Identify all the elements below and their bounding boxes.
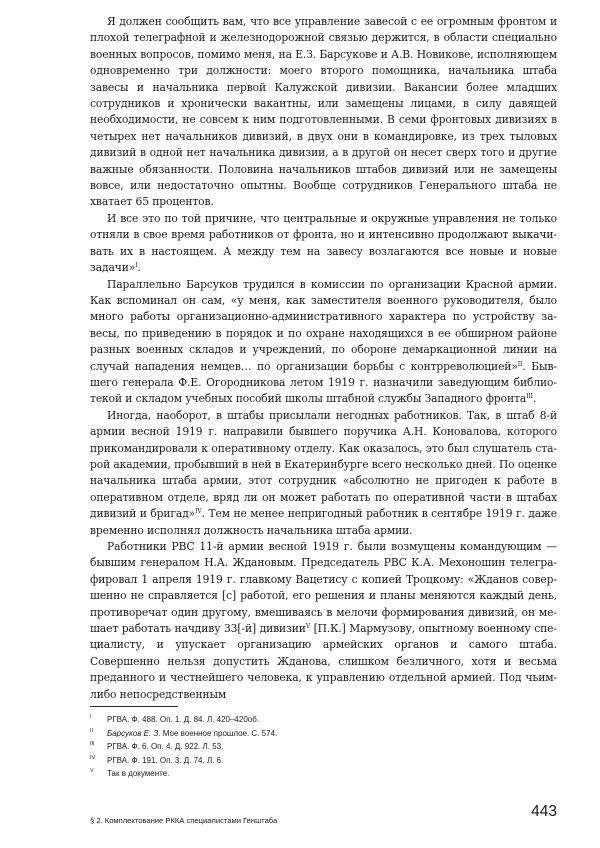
footnote	[90, 754, 560, 768]
footnote-mark: III	[90, 741, 95, 747]
footnote	[90, 740, 560, 754]
footnote-ref[interactable]: V	[305, 623, 311, 631]
footnotes	[90, 713, 560, 781]
running-footer: § 2. Комплектование РККА специалистами Генштаба	[90, 816, 278, 825]
footnote-ref[interactable]: III	[526, 393, 533, 401]
footnote-text: РГВА. Ф. 488. Оп. 1. Д. 84. Л. 420–420об.	[107, 715, 260, 724]
paragraph: Я должен сообщить вам, что все управление завесой с ее огромным фронтом и плохой телеграфной и железнодорожной связью держится, в области специально военных вопросов, помимо меня, на Е.З. Барсукове и А.В. Новикове, исполняющем одновременно три должности: моего второго помощника, начальника штаба завесы и начальника первой Калужской дивизии. Вакансии более младших сотрудников и хронически вакантны, или замещены лицами, в силу давящей необходимости, не совсем к ним подготовленными. В семи фронтовых дивизиях в четырех нет начальников дивизий, в двух они в командировке, из трех тыловых дивизий в одной нет начальника дивизии, а в другой он несет сверх того и другие важные обязанности. Половина начальников штабов дивизий или не замещены вовсе, или недостаточно опытны. Вообще сотрудников Генерального штаба не хватает 65 процентов.	[90, 15, 557, 209]
footnote-text: Барсуков Е. З. Мое военное прошлое. С. 574.	[107, 728, 278, 738]
page-number: 443	[531, 803, 557, 820]
footnote-mark: I	[90, 714, 92, 720]
footnote-mark: II	[90, 727, 94, 734]
footnote-mark: IV	[90, 754, 96, 761]
paragraph: И все это по той причине, что центральные и окружные управления не только отняли в свое время работников от фронта, но и интенсивно продолжают выкачивать их в настоящем. А между тем на завесу возлагаются все новые и новые задачи»$^I$.	[90, 211, 557, 275]
footnote-ref[interactable]: I	[135, 262, 138, 270]
footnote-ref[interactable]: IV	[195, 508, 202, 516]
footnote	[90, 713, 560, 727]
footnote	[90, 727, 560, 741]
paragraph: Параллельно Барсуков трудился в комиссии по организации Красной армии. Как вспоминал он сам, «у меня, как заместителя военного руководителя, было много работы организационно-административного характера по устройству завесы, по приведению в порядок и по охране находящихся в ее обширном районе разных военных складов и учреждений, по обороне демаркационной линии на случай нападения немцев… по организации борьбы с контрреволюцией»$^{II}$. Бывшего генерала Ф.Е. Огородникова летом 1919 г. назначили заведующим библиотекой и складом учебных пособий школы штабной службы Западного фронта$^{III}$.	[90, 277, 558, 406]
footnote-mark: V	[90, 768, 94, 774]
footnote	[90, 767, 560, 781]
footnote-text: РГВА. Ф. 6. Оп. 4. Д. 922. Л. 53.	[107, 742, 224, 751]
footnote-divider	[90, 706, 178, 707]
paragraph: Иногда, наоборот, в штабы присылали негодных работников. Так, в штаб 8-й армии весной 1919 г. направили бывшего поручика А.Н. Коновалова, которого прикомандировали к оперативному отделу. Как оказалось, это был слушатель старой академии, пробывший в ней в Екатеринбурге всего несколько дней. По оценке начальника штаба армии, этот сотрудник «абсолютно не пригоден к работе в оперативном отделе, вряд ли он может работать по оперативной части в штабах дивизий и бригад»$^{IV}$. Тем не менее непригодный работник в сентябре 1919 г. даже временно исполнял должность начальника штаба армии.	[90, 408, 557, 537]
footnote-text: РГВА. Ф. 191. Оп. 3. Д. 74. Л. 6.	[107, 755, 224, 765]
footnote-author: Барсуков Е. З.	[107, 728, 161, 738]
body-text	[90, 14, 557, 703]
footnote-text: Так в документе.	[107, 769, 170, 778]
paragraph: Работники РВС 11-й армии весной 1919 г. были возмущены командующим — бывшим генералом Н.А. Ждановым. Председатель РВС К.А. Мехоношин телеграфировал 1 апреля 1919 г. главкому Вацетису с копией Троцкому: «Жданов совершенно не справляется [с] работой, его решения и планы меняются каждый день, противоречат один другому, вмешиваясь в мелочи формирования дивизий, он мешает работать начдиву 33[-й] дивизии$^V$ [П.К.] Мармузову, опытному военному специалисту, и упускает организацию армейских органов и самого штаба. Совершенно нельзя допустить Жданова, слишком безличного, хотя и весьма преданного и честнейшего человека, к управлению отдельной армией. Под чьим-либо непосредственным	[90, 540, 557, 701]
footnote-ref[interactable]: II	[517, 360, 523, 368]
